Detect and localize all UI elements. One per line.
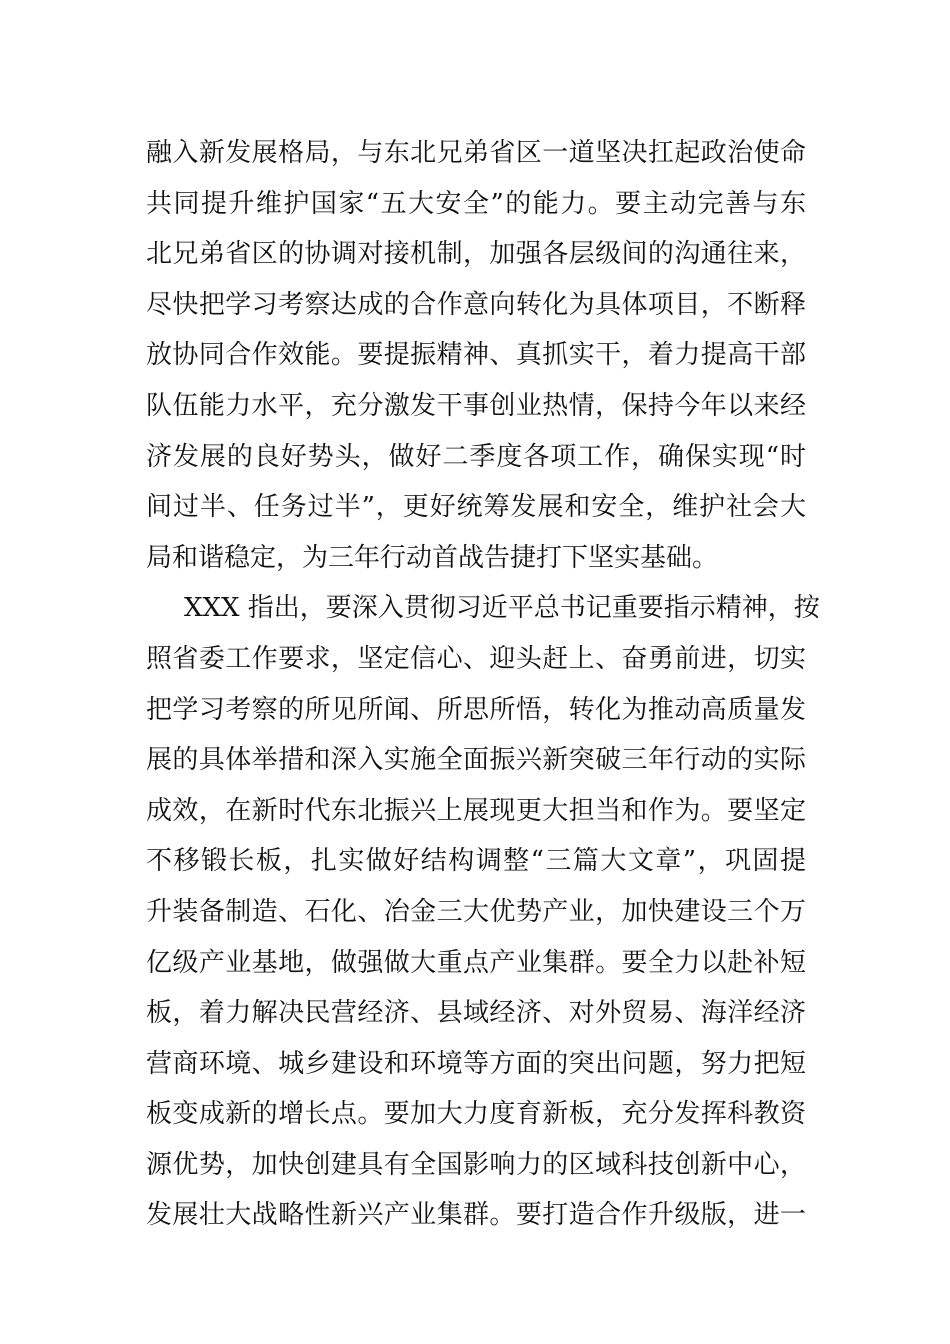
text-line: 亿级产业基地，做强做大重点产业集群。要全力以赴补短 [146,947,806,978]
text-line: 队伍能力水平，充分激发干事创业热情，保持今年以来经 [146,390,806,421]
paragraph-1 [146,128,806,583]
text-line: 尽快把学习考察达成的合作意向转化为具体项目，不断释 [146,289,806,320]
text-line: 板变成新的增长点。要加大力度育新板，充分发挥科教资 [146,1099,806,1130]
text-line: XXX 指出，要深入贯彻习近平总书记重要指示精神，按 [184,593,820,624]
text-line: 局和谐稳定，为三年行动首战告捷打下坚实基础。 [146,542,719,573]
text-line: 营商环境、城乡建设和环境等方面的突出问题，努力把短 [146,1048,806,1079]
text-line: 济发展的良好势头，做好二季度各项工作，确保实现“时 [146,441,806,472]
text-line: 发展壮大战略性新兴产业集群。要打造合作升级版，进一 [146,1200,806,1231]
text-line: 成效，在新时代东北振兴上展现更大担当和作为。要坚定 [146,795,806,826]
text-line: 融入新发展格局，与东北兄弟省区一道坚决扛起政治使命 [146,138,806,168]
body-text [146,128,820,1241]
text-line: 共同提升维护国家“五大安全”的能力。要主动完善与东 [146,188,806,219]
text-line: 板，着力解决民营经济、县域经济、对外贸易、海洋经济 [146,998,806,1029]
paragraph-2 [146,583,820,1241]
text-line: 源优势，加快创建具有全国影响力的区域科技创新中心， [146,1149,806,1180]
text-line: 把学习考察的所见所闻、所思所悟，转化为推动高质量发 [146,694,806,725]
text-line: 放协同合作效能。要提振精神、真抓实干，着力提高干部 [146,340,806,371]
text-line: 北兄弟省区的协调对接机制，加强各层级间的沟通往来， [146,239,806,270]
text-line: 间过半、任务过半”，更好统筹发展和安全，维护社会大 [146,492,806,523]
text-line: 不移锻长板，扎实做好结构调整“三篇大文章”，巩固提 [146,846,806,877]
text-line: 展的具体举措和深入实施全面振兴新突破三年行动的实际 [146,745,806,776]
text-line: 升装备制造、石化、冶金三大优势产业，加快建设三个万 [146,896,806,927]
text-line: 照省委工作要求，坚定信心、迎头赶上、奋勇前进，切实 [146,643,806,674]
